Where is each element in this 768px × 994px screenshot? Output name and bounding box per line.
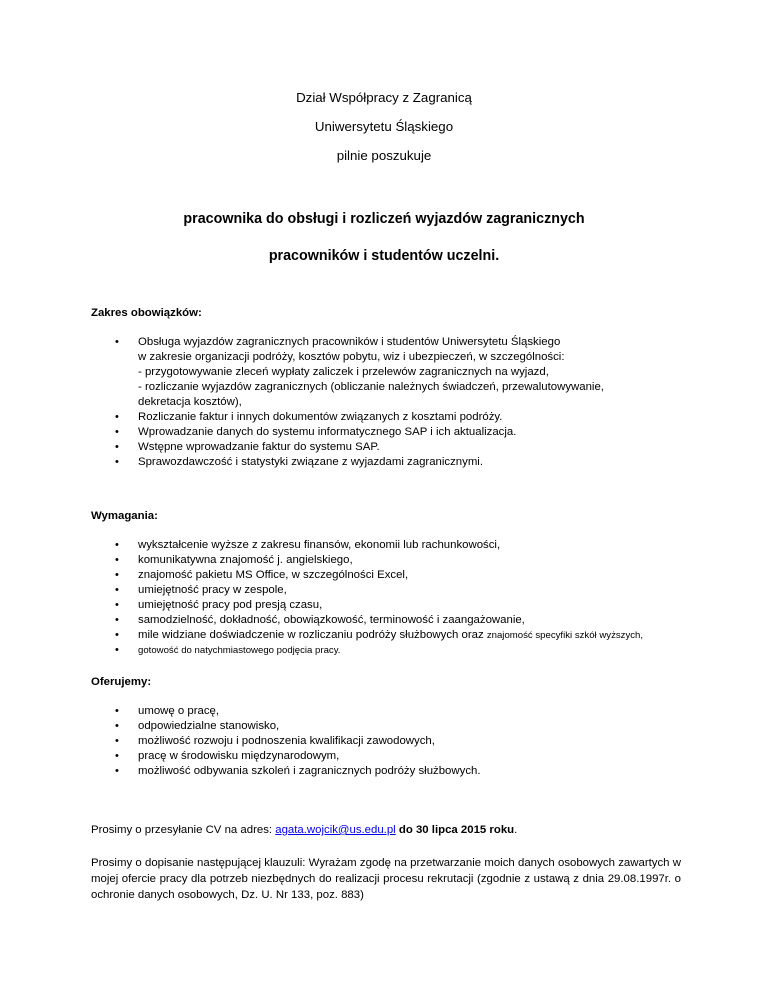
list-item: • Rozliczanie faktur i innych dokumentów związanych z kosztami podróży. (0, 410, 698, 425)
header-line-1: Dział Współpracy z Zagranicą (296, 90, 472, 105)
list-item: • możliwość odbywania szkoleń i zagranicznych podróży służbowych. (0, 764, 698, 779)
contact-prefix: Prosimy o przesyłanie CV na adres: (91, 824, 276, 836)
requirement-7-small: znajomość specyfiki szkół wyższych, (486, 630, 644, 641)
list-item: • umiejętność pracy pod presją czasu, (0, 598, 698, 613)
requirements-list (0, 538, 768, 658)
list-item: • Wprowadzanie danych do systemu informatycznego SAP i ich aktualizacja. (0, 425, 698, 440)
list-item: • pracę w środowisku międzynarodowym, (0, 749, 698, 764)
duties-heading: Zakres obowiązków: (91, 307, 202, 319)
header-line-2: Uniwersytetu Śląskiego (314, 119, 454, 134)
duty-1-line-1: • Obsługa wyjazdów zagranicznych pracowników i studentów Uniwersytetu Śląskiego (138, 336, 561, 348)
duty-1-line-3: - przygotowywanie zleceń wypłaty zaliczek i przelewów zagranicznych na wyjazd, (138, 366, 549, 378)
list-item (0, 335, 698, 410)
list-item: • Wstępne wprowadzanie faktur do systemu SAP. (0, 440, 698, 455)
list-item: • Sprawozdawczość i statystyki związane z wyjazdami zagranicznymi. (0, 455, 698, 470)
list-item: • wykształcenie wyższe z zakresu finansów, ekonomii lub rachunkowości, (0, 538, 698, 553)
duties-list (0, 335, 768, 470)
job-title-line-1: pracownika do obsługi i rozliczeń wyjazdów zagranicznych (183, 211, 585, 227)
list-item: • umowę o pracę, (0, 704, 698, 719)
job-title-line-2: pracowników i studentów uczelni. (268, 248, 500, 264)
list-item: • samodzielność, dokładność, obowiązkowość, terminowość i zaangażowanie, (0, 613, 698, 628)
requirement-8-small: gotowość do natychmiastowego podjęcia pracy. (138, 645, 341, 656)
header-line-3: pilnie poszukuje (336, 148, 432, 163)
duty-1-line-2: w zakresie organizacji podróży, kosztów pobytu, wiz i ubezpieczeń, w szczególności: (138, 351, 565, 363)
offer-list (0, 704, 768, 779)
contact-suffix: . (514, 824, 518, 836)
consent-clause: Prosimy o dopisanie następującej klauzuli: Wyrażam zgodę na przetwarzanie moich danych osobowych zawartych w mojej ofercie pracy dla potrzeb niezbędnych do realizacji procesu rekrutacji (zgodnie z ustawą z dnia 29.08.1997r. o ochronie danych osobowych, Dz. U. Nr 133, poz. 883) (91, 857, 681, 901)
list-item: • znajomość pakietu MS Office, w szczególności Excel, (0, 568, 698, 583)
offer-heading: Oferujemy: (91, 676, 152, 688)
requirement-7-main: mile widziane doświadczenie w rozliczaniu podróży służbowych oraz (138, 629, 487, 641)
duty-1-line-4: - rozliczanie wyjazdów zagranicznych (obliczanie należnych świadczeń, przewalutowywanie, (138, 381, 604, 393)
list-item: • możliwość rozwoju i podnoszenia kwalifikacji zawodowych, (0, 734, 698, 749)
list-item: • odpowiedzialne stanowisko, (0, 719, 698, 734)
list-item (0, 643, 698, 658)
contact-deadline: do 30 lipca 2015 roku (395, 824, 515, 836)
list-item: • umiejętność pracy w zespole, (0, 583, 698, 598)
list-item: • komunikatywna znajomość j. angielskiego, (0, 553, 698, 568)
contact-line (91, 822, 681, 838)
list-item (0, 628, 698, 643)
email-link[interactable]: agata.wojcik@us.edu.pl (275, 824, 396, 836)
requirements-heading: Wymagania: (91, 510, 158, 522)
duty-1-line-5: dekretacja kosztów), (138, 396, 242, 408)
